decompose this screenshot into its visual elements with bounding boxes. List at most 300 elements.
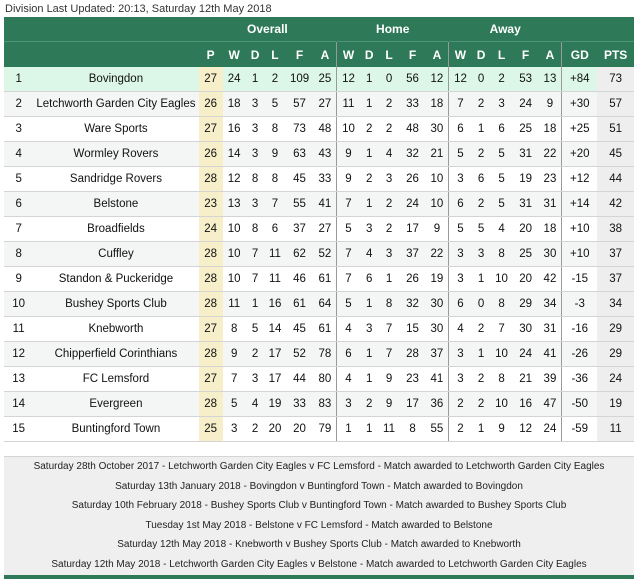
cell-home-for: 24 — [399, 192, 425, 217]
cell-away-lost: 7 — [491, 317, 513, 342]
cell-home-won: 7 — [337, 267, 360, 292]
cell-away-for: 31 — [513, 142, 539, 167]
match-note: Saturday 10th February 2018 - Bushey Sports Club v Buntingford Town - Match awarded to Bushey Sports Club — [71, 500, 567, 511]
cell-away-lost: 5 — [491, 192, 513, 217]
cell-home-drawn: 1 — [360, 192, 379, 217]
cell-away-for: 31 — [513, 192, 539, 217]
cell-points: 29 — [597, 342, 634, 367]
cell-away-against: 47 — [539, 392, 562, 417]
col-team — [33, 42, 198, 68]
col-away-for: F — [513, 42, 539, 68]
cell-away-against: 31 — [539, 317, 562, 342]
cell-team: Chipperfield Corinthians — [33, 342, 198, 367]
cell-home-drawn: 1 — [360, 67, 379, 92]
table-row — [4, 392, 634, 417]
match-note: Tuesday 1st May 2018 - Belstone v FC Lemsford - Match awarded to Belstone — [145, 519, 493, 531]
cell-home-won: 3 — [337, 392, 360, 417]
cell-home-lost: 9 — [379, 367, 400, 392]
col-pos — [4, 42, 33, 68]
cell-overall-won: 18 — [223, 92, 246, 117]
cell-home-against: 12 — [426, 67, 449, 92]
cell-points: 29 — [597, 317, 634, 342]
cell-away-lost: 2 — [491, 67, 513, 92]
cell-away-lost: 4 — [491, 217, 513, 242]
cell-played: 26 — [199, 142, 223, 167]
cell-played: 28 — [199, 167, 223, 192]
cell-overall-drawn: 7 — [246, 242, 265, 267]
cell-goal-difference: -15 — [562, 267, 598, 292]
cell-overall-drawn: 7 — [246, 267, 265, 292]
group-away: Away — [449, 17, 562, 42]
cell-overall-against: 27 — [314, 92, 337, 117]
cell-home-drawn: 1 — [360, 417, 379, 442]
cell-overall-drawn: 1 — [246, 292, 265, 317]
cell-played: 25 — [199, 417, 223, 442]
cell-position: 5 — [4, 167, 33, 192]
cell-home-against: 41 — [426, 367, 449, 392]
cell-away-drawn: 1 — [472, 342, 491, 367]
cell-away-for: 53 — [513, 67, 539, 92]
cell-overall-lost: 16 — [265, 292, 286, 317]
cell-away-for: 21 — [513, 367, 539, 392]
cell-away-drawn: 0 — [472, 67, 491, 92]
cell-home-drawn: 1 — [360, 292, 379, 317]
cell-overall-lost: 20 — [265, 417, 286, 442]
cell-position: 14 — [4, 392, 33, 417]
cell-overall-lost: 17 — [265, 342, 286, 367]
last-updated-text: Division Last Updated: 20:13, Saturday 12th May 2018 — [5, 3, 272, 15]
cell-home-won: 4 — [337, 317, 360, 342]
cell-overall-drawn: 3 — [246, 192, 265, 217]
cell-overall-lost: 19 — [265, 392, 286, 417]
cell-goal-difference: +25 — [562, 117, 598, 142]
cell-overall-won: 8 — [223, 317, 246, 342]
cell-overall-won: 5 — [223, 392, 246, 417]
cell-position: 4 — [4, 142, 33, 167]
match-note: Saturday 12th May 2018 - Knebworth v Bushey Sports Club - Match awarded to Knebworth — [117, 539, 521, 550]
cell-overall-for: 45 — [285, 317, 313, 342]
cell-away-drawn: 2 — [472, 367, 491, 392]
cell-away-lost: 10 — [491, 342, 513, 367]
cell-overall-against: 52 — [314, 242, 337, 267]
cell-away-drawn: 3 — [472, 242, 491, 267]
cell-home-for: 26 — [399, 167, 425, 192]
cell-overall-won: 12 — [223, 167, 246, 192]
cell-overall-lost: 11 — [265, 267, 286, 292]
cell-team: Letchworth Garden City Eagles — [33, 92, 198, 117]
cell-home-for: 32 — [399, 142, 425, 167]
cell-played: 26 — [199, 92, 223, 117]
cell-overall-won: 10 — [223, 242, 246, 267]
cell-home-drawn: 2 — [360, 117, 379, 142]
cell-away-won: 6 — [449, 292, 472, 317]
cell-home-drawn: 2 — [360, 392, 379, 417]
cell-points: 24 — [597, 367, 634, 392]
col-overall-for: F — [285, 42, 313, 68]
cell-overall-won: 3 — [223, 417, 246, 442]
cell-away-for: 25 — [513, 117, 539, 142]
cell-overall-drawn: 4 — [246, 392, 265, 417]
cell-overall-drawn: 5 — [246, 317, 265, 342]
cell-points: 42 — [597, 192, 634, 217]
cell-away-for: 16 — [513, 392, 539, 417]
cell-away-lost: 8 — [491, 367, 513, 392]
cell-home-lost: 0 — [379, 67, 400, 92]
cell-points: 37 — [597, 242, 634, 267]
cell-position: 2 — [4, 92, 33, 117]
cell-goal-difference: -59 — [562, 417, 598, 442]
cell-home-for: 8 — [399, 417, 425, 442]
cell-home-lost: 2 — [379, 217, 400, 242]
cell-home-against: 10 — [426, 192, 449, 217]
cell-overall-for: 62 — [285, 242, 313, 267]
cell-played: 23 — [199, 192, 223, 217]
cell-away-drawn: 2 — [472, 192, 491, 217]
cell-team: Evergreen — [33, 392, 198, 417]
table-row — [4, 67, 634, 92]
cell-home-won: 9 — [337, 142, 360, 167]
cell-overall-against: 41 — [314, 192, 337, 217]
cell-goal-difference: +12 — [562, 167, 598, 192]
match-note: Saturday 28th October 2017 - Letchworth Garden City Eagles v FC Lemsford - Match awarded to Letchworth Garden City Eagles — [33, 461, 605, 472]
cell-team: Bushey Sports Club — [33, 292, 198, 317]
cell-overall-drawn: 2 — [246, 417, 265, 442]
cell-overall-against: 83 — [314, 392, 337, 417]
cell-home-for: 32 — [399, 292, 425, 317]
cell-goal-difference: -16 — [562, 317, 598, 342]
col-overall-lost: L — [265, 42, 286, 68]
group-overall: Overall — [199, 17, 337, 42]
cell-away-drawn: 1 — [472, 117, 491, 142]
cell-home-against: 9 — [426, 217, 449, 242]
cell-position: 8 — [4, 242, 33, 267]
cell-overall-against: 61 — [314, 317, 337, 342]
cell-home-lost: 1 — [379, 267, 400, 292]
cell-overall-for: 33 — [285, 392, 313, 417]
cell-overall-lost: 7 — [265, 192, 286, 217]
cell-away-won: 6 — [449, 192, 472, 217]
cell-played: 28 — [199, 242, 223, 267]
cell-away-lost: 6 — [491, 117, 513, 142]
cell-goal-difference: +14 — [562, 192, 598, 217]
match-note: Saturday 13th January 2018 - Bovingdon v Buntingford Town - Match awarded to Bovingdon — [115, 480, 523, 492]
cell-home-for: 23 — [399, 367, 425, 392]
cell-goal-difference: -50 — [562, 392, 598, 417]
cell-home-drawn: 1 — [360, 342, 379, 367]
cell-home-won: 1 — [337, 417, 360, 442]
cell-overall-for: 46 — [285, 267, 313, 292]
cell-home-against: 55 — [426, 417, 449, 442]
cell-away-for: 24 — [513, 342, 539, 367]
cell-home-drawn: 3 — [360, 217, 379, 242]
cell-points: 19 — [597, 392, 634, 417]
cell-points: 73 — [597, 67, 634, 92]
cell-home-against: 10 — [426, 167, 449, 192]
group-header-blank-right — [562, 17, 634, 42]
cell-away-for: 29 — [513, 292, 539, 317]
cell-goal-difference: +20 — [562, 142, 598, 167]
cell-home-against: 22 — [426, 242, 449, 267]
cell-away-drawn: 6 — [472, 167, 491, 192]
cell-home-lost: 9 — [379, 392, 400, 417]
cell-home-drawn: 1 — [360, 92, 379, 117]
cell-away-won: 3 — [449, 167, 472, 192]
cell-goal-difference: +30 — [562, 92, 598, 117]
cell-team: Belstone — [33, 192, 198, 217]
col-home-lost: L — [379, 42, 400, 68]
cell-overall-lost: 5 — [265, 92, 286, 117]
cell-played: 28 — [199, 267, 223, 292]
cell-away-won: 3 — [449, 242, 472, 267]
cell-away-drawn: 0 — [472, 292, 491, 317]
cell-overall-drawn: 8 — [246, 217, 265, 242]
cell-home-drawn: 2 — [360, 167, 379, 192]
cell-home-won: 12 — [337, 67, 360, 92]
cell-away-against: 30 — [539, 242, 562, 267]
cell-home-lost: 3 — [379, 167, 400, 192]
cell-overall-for: 52 — [285, 342, 313, 367]
cell-played: 27 — [199, 367, 223, 392]
cell-home-drawn: 1 — [360, 367, 379, 392]
cell-away-won: 6 — [449, 117, 472, 142]
col-home-for: F — [399, 42, 425, 68]
group-home: Home — [337, 17, 449, 42]
cell-home-won: 9 — [337, 167, 360, 192]
cell-away-lost: 10 — [491, 392, 513, 417]
cell-away-drawn: 1 — [472, 267, 491, 292]
cell-overall-for: 63 — [285, 142, 313, 167]
cell-overall-drawn: 3 — [246, 92, 265, 117]
cell-points: 34 — [597, 292, 634, 317]
cell-away-won: 5 — [449, 142, 472, 167]
cell-away-won: 2 — [449, 417, 472, 442]
cell-overall-for: 109 — [285, 67, 313, 92]
cell-home-lost: 7 — [379, 317, 400, 342]
table-row — [4, 242, 634, 267]
cell-position: 1 — [4, 67, 33, 92]
cell-team: Broadfields — [33, 217, 198, 242]
col-goal-difference: GD — [562, 42, 598, 68]
cell-away-lost: 8 — [491, 242, 513, 267]
cell-home-lost: 3 — [379, 242, 400, 267]
cell-away-lost: 8 — [491, 292, 513, 317]
cell-overall-for: 45 — [285, 167, 313, 192]
cell-overall-for: 44 — [285, 367, 313, 392]
table-row — [4, 142, 634, 167]
cell-away-against: 22 — [539, 142, 562, 167]
cell-overall-won: 9 — [223, 342, 246, 367]
cell-overall-won: 14 — [223, 142, 246, 167]
cell-overall-lost: 9 — [265, 142, 286, 167]
cell-overall-won: 13 — [223, 192, 246, 217]
cell-home-for: 17 — [399, 217, 425, 242]
cell-home-for: 17 — [399, 392, 425, 417]
cell-away-for: 25 — [513, 242, 539, 267]
cell-away-for: 19 — [513, 167, 539, 192]
cell-played: 27 — [199, 67, 223, 92]
cell-away-against: 31 — [539, 192, 562, 217]
cell-away-drawn: 1 — [472, 417, 491, 442]
cell-position: 11 — [4, 317, 33, 342]
column-header-row — [4, 42, 634, 68]
cell-overall-drawn: 3 — [246, 117, 265, 142]
cell-goal-difference: -3 — [562, 292, 598, 317]
cell-played: 28 — [199, 392, 223, 417]
cell-away-won: 3 — [449, 267, 472, 292]
cell-points: 57 — [597, 92, 634, 117]
table-row — [4, 342, 634, 367]
cell-team: Buntingford Town — [33, 417, 198, 442]
cell-overall-for: 37 — [285, 217, 313, 242]
cell-overall-lost: 11 — [265, 242, 286, 267]
match-note: Saturday 12th May 2018 - Letchworth Garden City Eagles v Belstone - Match awarded to Letchworth Garden City Eagles — [51, 558, 587, 570]
cell-overall-won: 10 — [223, 267, 246, 292]
match-notes — [4, 456, 634, 575]
cell-away-lost: 9 — [491, 417, 513, 442]
cell-home-against: 18 — [426, 92, 449, 117]
cell-home-won: 5 — [337, 292, 360, 317]
col-away-drawn: D — [472, 42, 491, 68]
cell-overall-lost: 6 — [265, 217, 286, 242]
cell-home-against: 30 — [426, 292, 449, 317]
col-away-lost: L — [491, 42, 513, 68]
cell-home-for: 48 — [399, 117, 425, 142]
cell-away-won: 5 — [449, 217, 472, 242]
cell-overall-lost: 17 — [265, 367, 286, 392]
cell-overall-against: 79 — [314, 417, 337, 442]
cell-away-won: 12 — [449, 67, 472, 92]
cell-overall-against: 78 — [314, 342, 337, 367]
cell-home-lost: 8 — [379, 292, 400, 317]
cell-played: 28 — [199, 292, 223, 317]
cell-home-against: 36 — [426, 392, 449, 417]
cell-home-for: 33 — [399, 92, 425, 117]
cell-away-against: 39 — [539, 367, 562, 392]
group-header-blank — [4, 17, 199, 42]
cell-away-lost: 3 — [491, 92, 513, 117]
cell-away-against: 34 — [539, 292, 562, 317]
league-table — [4, 17, 634, 442]
cell-points: 51 — [597, 117, 634, 142]
cell-away-lost: 5 — [491, 142, 513, 167]
col-home-drawn: D — [360, 42, 379, 68]
cell-home-lost: 4 — [379, 142, 400, 167]
cell-overall-won: 24 — [223, 67, 246, 92]
cell-home-drawn: 3 — [360, 317, 379, 342]
cell-away-against: 23 — [539, 167, 562, 192]
cell-points: 37 — [597, 267, 634, 292]
bottom-divider — [4, 575, 634, 579]
cell-away-drawn: 2 — [472, 92, 491, 117]
cell-overall-against: 64 — [314, 292, 337, 317]
cell-overall-drawn: 8 — [246, 167, 265, 192]
cell-overall-lost: 14 — [265, 317, 286, 342]
cell-away-against: 9 — [539, 92, 562, 117]
cell-away-drawn: 5 — [472, 217, 491, 242]
cell-overall-lost: 2 — [265, 67, 286, 92]
table-row — [4, 367, 634, 392]
cell-home-drawn: 4 — [360, 242, 379, 267]
cell-home-won: 6 — [337, 342, 360, 367]
cell-home-drawn: 1 — [360, 142, 379, 167]
cell-points: 38 — [597, 217, 634, 242]
cell-overall-drawn: 3 — [246, 367, 265, 392]
col-overall-against: A — [314, 42, 337, 68]
cell-overall-drawn: 1 — [246, 67, 265, 92]
cell-away-won: 3 — [449, 342, 472, 367]
cell-team: Wormley Rovers — [33, 142, 198, 167]
col-overall-won: W — [223, 42, 246, 68]
cell-overall-against: 43 — [314, 142, 337, 167]
cell-overall-drawn: 3 — [246, 142, 265, 167]
cell-team: Bovingdon — [33, 67, 198, 92]
cell-away-won: 4 — [449, 317, 472, 342]
cell-overall-lost: 8 — [265, 117, 286, 142]
cell-away-against: 13 — [539, 67, 562, 92]
col-home-against: A — [426, 42, 449, 68]
cell-goal-difference: +10 — [562, 217, 598, 242]
cell-team: Cuffley — [33, 242, 198, 267]
cell-position: 10 — [4, 292, 33, 317]
cell-points: 11 — [597, 417, 634, 442]
cell-overall-against: 48 — [314, 117, 337, 142]
table-row — [4, 192, 634, 217]
cell-position: 9 — [4, 267, 33, 292]
table-row — [4, 92, 634, 117]
cell-home-won: 10 — [337, 117, 360, 142]
cell-overall-against: 33 — [314, 167, 337, 192]
cell-away-lost: 10 — [491, 267, 513, 292]
table-row — [4, 317, 634, 342]
cell-away-won: 2 — [449, 392, 472, 417]
cell-played: 24 — [199, 217, 223, 242]
cell-points: 44 — [597, 167, 634, 192]
cell-position: 7 — [4, 217, 33, 242]
cell-team: FC Lemsford — [33, 367, 198, 392]
group-header-row — [4, 17, 634, 42]
cell-overall-for: 57 — [285, 92, 313, 117]
cell-position: 3 — [4, 117, 33, 142]
cell-home-against: 30 — [426, 317, 449, 342]
cell-home-won: 5 — [337, 217, 360, 242]
cell-home-against: 37 — [426, 342, 449, 367]
cell-position: 12 — [4, 342, 33, 367]
cell-home-lost: 2 — [379, 117, 400, 142]
cell-away-against: 41 — [539, 342, 562, 367]
cell-played: 27 — [199, 317, 223, 342]
cell-overall-lost: 8 — [265, 167, 286, 192]
cell-home-for: 28 — [399, 342, 425, 367]
cell-overall-for: 55 — [285, 192, 313, 217]
cell-home-lost: 7 — [379, 342, 400, 367]
cell-home-lost: 2 — [379, 92, 400, 117]
cell-overall-against: 80 — [314, 367, 337, 392]
cell-overall-against: 25 — [314, 67, 337, 92]
cell-position: 6 — [4, 192, 33, 217]
col-away-against: A — [539, 42, 562, 68]
cell-home-lost: 2 — [379, 192, 400, 217]
cell-home-against: 21 — [426, 142, 449, 167]
cell-away-for: 12 — [513, 417, 539, 442]
cell-away-drawn: 2 — [472, 317, 491, 342]
cell-away-for: 20 — [513, 217, 539, 242]
cell-overall-against: 27 — [314, 217, 337, 242]
cell-played: 27 — [199, 117, 223, 142]
cell-home-won: 7 — [337, 242, 360, 267]
cell-away-against: 18 — [539, 217, 562, 242]
col-played: P — [199, 42, 223, 68]
cell-goal-difference: -36 — [562, 367, 598, 392]
